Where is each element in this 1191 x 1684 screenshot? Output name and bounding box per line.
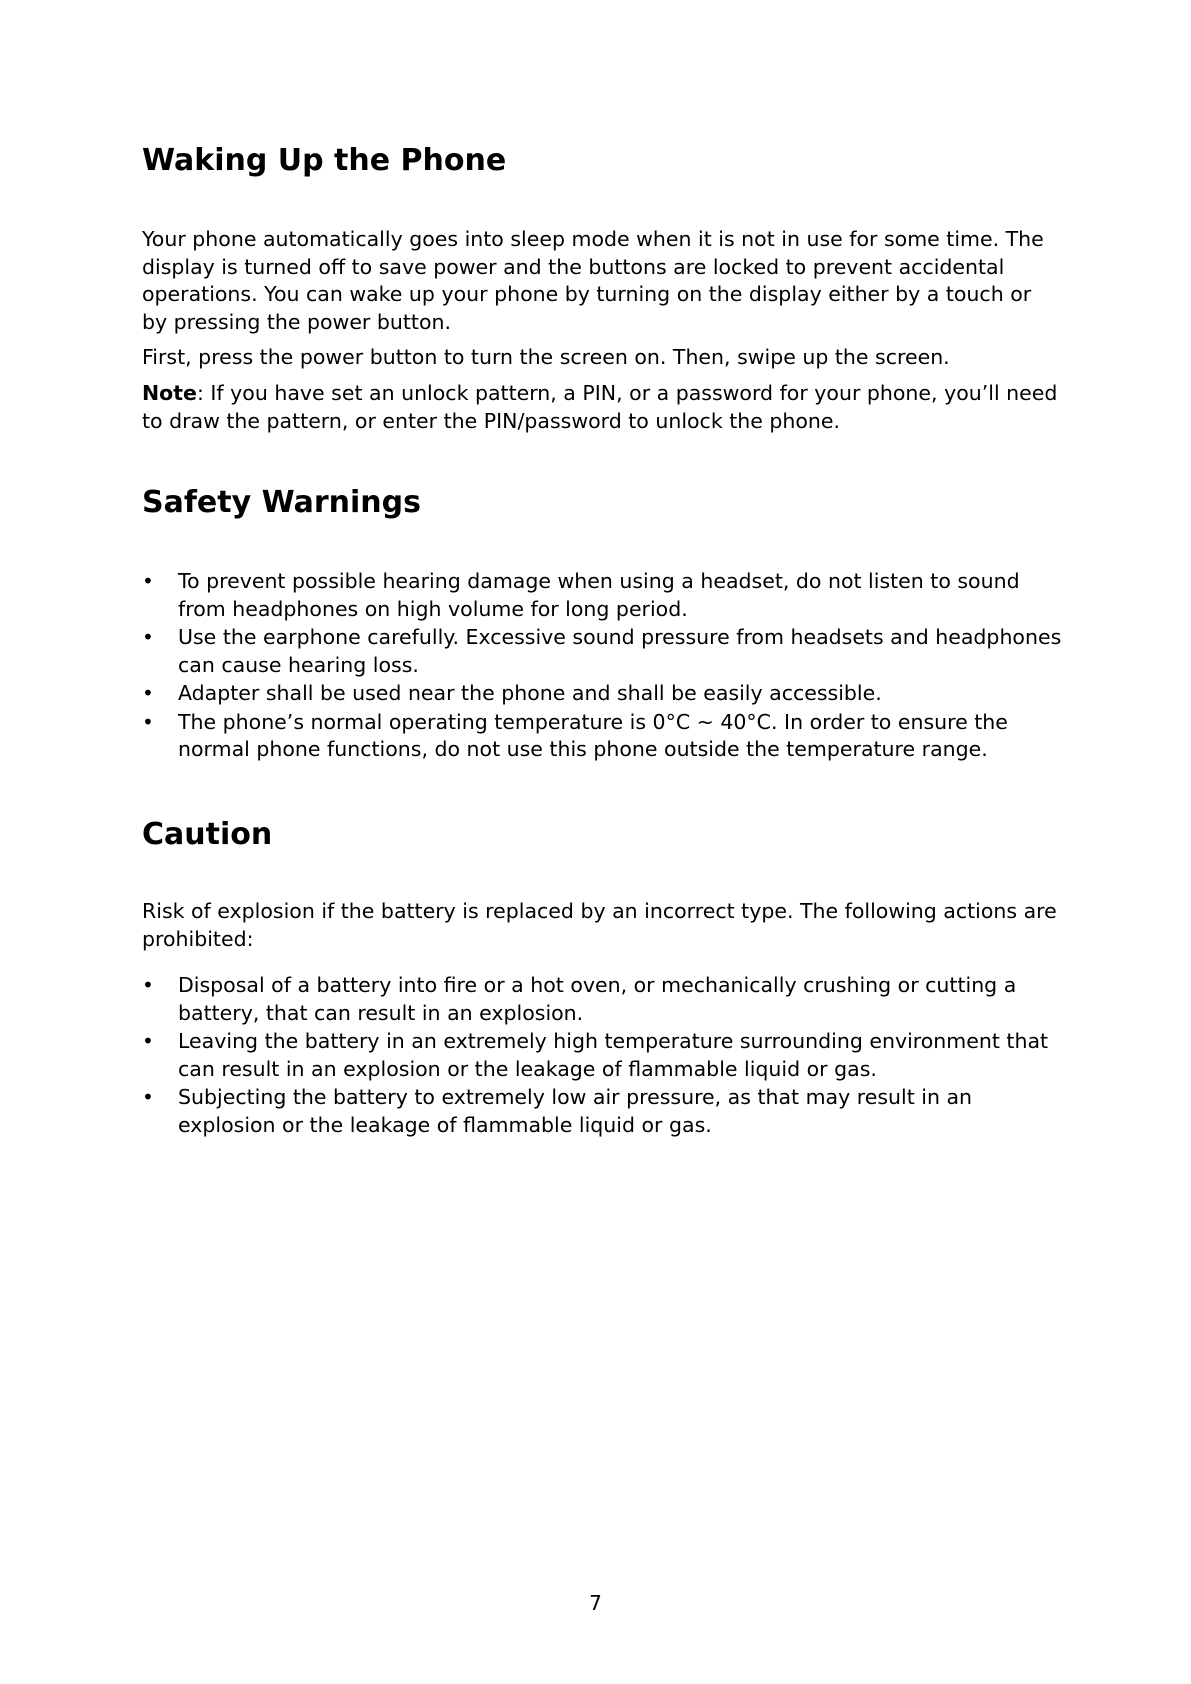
list-item — [142, 1028, 1062, 1083]
bullet-icon: • — [142, 709, 154, 734]
paragraph-sleep-mode: Your phone automatically goes into sleep mode when it is not in use for some time. The display is turned off to save power and the buttons are locked to prevent accidental operations. You can wake up your phone by turning on the display either by a touch or by pressing the power button. — [142, 227, 1044, 334]
list-item-text: Leaving the battery in an extremely high temperature surrounding environment that can result in an explosion or the leakage of flammable liquid or gas. — [178, 1029, 1049, 1081]
note-text: : If you have set an unlock pattern, a PIN, or a password for your phone, you’ll need to draw the pattern, or enter the PIN/password to unlock the phone. — [142, 381, 1058, 433]
heading-caution: Caution — [142, 817, 273, 852]
list-item-text: Subjecting the battery to extremely low air pressure, as that may result in an explosion or the leakage of flammable liquid or gas. — [178, 1085, 973, 1137]
bullet-icon: • — [142, 569, 154, 593]
bullet-icon: • — [142, 681, 154, 705]
list-item — [142, 972, 1062, 1027]
bullet-icon: • — [142, 1085, 154, 1109]
paragraph-caution-intro: Risk of explosion if the battery is replaced by an incorrect type. The following actions are prohibited: — [142, 899, 1057, 951]
safety-warnings-list — [142, 568, 1062, 765]
list-item — [142, 624, 1062, 679]
list-item — [142, 1084, 1062, 1139]
list-item — [142, 709, 1062, 764]
bullet-icon: • — [142, 625, 154, 649]
list-item-text: Adapter shall be used near the phone and shall be easily accessible. — [178, 681, 882, 705]
bullet-icon: • — [142, 1029, 154, 1053]
heading-waking-up: Waking Up the Phone — [142, 143, 507, 178]
list-item-text: To prevent possible hearing damage when using a headset, do not listen to sound from headphones on high volume for long period. — [178, 569, 1020, 621]
list-item — [142, 568, 1062, 623]
paragraph-note — [142, 380, 1062, 435]
heading-safety-warnings: Safety Warnings — [142, 485, 421, 520]
bullet-icon: • — [142, 973, 154, 997]
note-label: Note — [142, 381, 197, 405]
list-item-text: Use the earphone carefully. Excessive sound pressure from headsets and headphones can cause hearing loss. — [178, 625, 1062, 677]
list-item-text: The phone’s normal operating temperature is 0°C ~ 40°C. In order to ensure the normal phone functions, do not use this phone outside the temperature range. — [178, 709, 1008, 761]
paragraph-power-button: First, press the power button to turn the screen on. Then, swipe up the screen. — [142, 345, 950, 369]
page-number: 7 — [589, 1591, 602, 1615]
list-item — [142, 680, 1062, 708]
caution-list — [142, 972, 1062, 1140]
list-item-text: Disposal of a battery into fire or a hot oven, or mechanically crushing or cutting a battery, that can result in an explosion. — [178, 973, 1017, 1025]
